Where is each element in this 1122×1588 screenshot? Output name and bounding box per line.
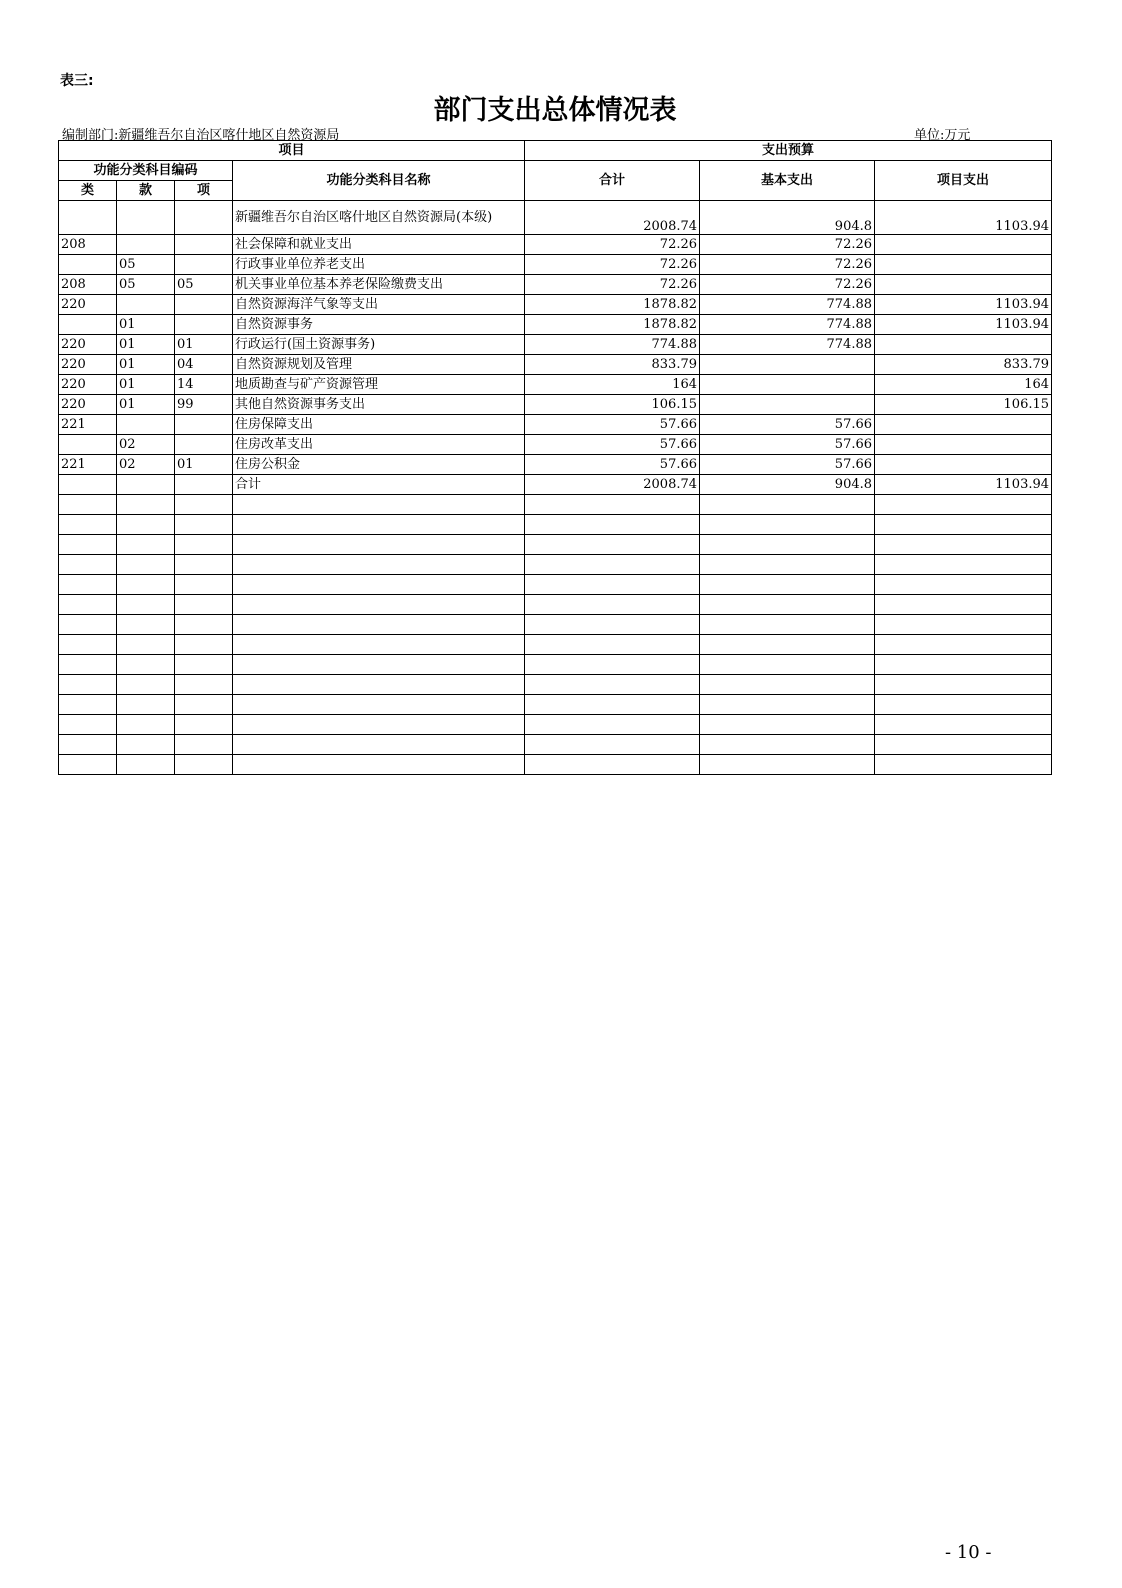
- cell-lei: 208: [59, 275, 117, 295]
- empty-cell: [525, 735, 700, 755]
- table-row: [59, 335, 1052, 355]
- empty-cell: [59, 595, 117, 615]
- empty-cell: [700, 575, 875, 595]
- cell-name: 地质勘查与矿产资源管理: [233, 375, 525, 395]
- cell-proj: 106.15: [875, 395, 1052, 415]
- header-budget: 支出预算: [525, 141, 1052, 161]
- empty-cell: [233, 635, 525, 655]
- cell-name: 自然资源事务: [233, 315, 525, 335]
- empty-cell: [875, 755, 1052, 775]
- empty-cell: [233, 615, 525, 635]
- cell-name: 住房公积金: [233, 455, 525, 475]
- cell-xiang: [175, 255, 233, 275]
- empty-row: [59, 555, 1052, 575]
- empty-cell: [117, 535, 175, 555]
- empty-cell: [117, 735, 175, 755]
- empty-cell: [59, 695, 117, 715]
- cell-total: 2008.74: [525, 475, 700, 495]
- cell-lei: 220: [59, 295, 117, 315]
- empty-cell: [175, 635, 233, 655]
- empty-cell: [117, 615, 175, 635]
- cell-xiang: 01: [175, 455, 233, 475]
- empty-cell: [175, 715, 233, 735]
- cell-xiang: [175, 415, 233, 435]
- cell-total: 2008.74: [525, 201, 700, 235]
- cell-total: 833.79: [525, 355, 700, 375]
- empty-cell: [233, 735, 525, 755]
- empty-cell: [233, 715, 525, 735]
- cell-kuan: [117, 235, 175, 255]
- header-lei: 类: [59, 181, 117, 201]
- empty-cell: [233, 535, 525, 555]
- empty-cell: [59, 635, 117, 655]
- table-row: [59, 255, 1052, 275]
- cell-xiang: [175, 201, 233, 235]
- cell-kuan: 01: [117, 355, 175, 375]
- empty-cell: [700, 615, 875, 635]
- empty-row: [59, 735, 1052, 755]
- cell-kuan: [117, 475, 175, 495]
- empty-row: [59, 595, 1052, 615]
- cell-kuan: 02: [117, 455, 175, 475]
- cell-name: 住房改革支出: [233, 435, 525, 455]
- empty-cell: [525, 555, 700, 575]
- empty-cell: [875, 515, 1052, 535]
- empty-cell: [700, 495, 875, 515]
- cell-total: 164: [525, 375, 700, 395]
- cell-lei: 220: [59, 375, 117, 395]
- cell-kuan: 05: [117, 275, 175, 295]
- empty-cell: [59, 755, 117, 775]
- empty-cell: [875, 715, 1052, 735]
- empty-cell: [233, 755, 525, 775]
- empty-cell: [700, 675, 875, 695]
- cell-xiang: [175, 475, 233, 495]
- cell-name: 住房保障支出: [233, 415, 525, 435]
- cell-name: 机关事业单位基本养老保险缴费支出: [233, 275, 525, 295]
- header-code-group: 功能分类科目编码: [59, 161, 233, 181]
- empty-row: [59, 695, 1052, 715]
- cell-basic: 57.66: [700, 415, 875, 435]
- table-row: [59, 315, 1052, 335]
- empty-cell: [700, 655, 875, 675]
- cell-name: 社会保障和就业支出: [233, 235, 525, 255]
- empty-cell: [59, 555, 117, 575]
- empty-cell: [117, 595, 175, 615]
- cell-proj: [875, 235, 1052, 255]
- cell-proj: 1103.94: [875, 315, 1052, 335]
- empty-cell: [875, 535, 1052, 555]
- empty-row: [59, 615, 1052, 635]
- empty-cell: [700, 535, 875, 555]
- empty-cell: [59, 715, 117, 735]
- cell-basic: 72.26: [700, 235, 875, 255]
- cell-basic: 774.88: [700, 295, 875, 315]
- cell-lei: [59, 315, 117, 335]
- table-row: [59, 395, 1052, 415]
- empty-cell: [175, 575, 233, 595]
- cell-xiang: 05: [175, 275, 233, 295]
- cell-proj: [875, 455, 1052, 475]
- empty-cell: [233, 495, 525, 515]
- cell-xiang: 14: [175, 375, 233, 395]
- cell-name: 自然资源海洋气象等支出: [233, 295, 525, 315]
- empty-cell: [117, 755, 175, 775]
- table-row: [59, 415, 1052, 435]
- empty-cell: [117, 555, 175, 575]
- cell-name: 新疆维吾尔自治区喀什地区自然资源局(本级): [233, 201, 525, 235]
- page-number: - 10 -: [945, 1542, 992, 1563]
- empty-cell: [525, 495, 700, 515]
- empty-cell: [875, 635, 1052, 655]
- empty-row: [59, 715, 1052, 735]
- cell-lei: [59, 201, 117, 235]
- cell-name: 行政事业单位养老支出: [233, 255, 525, 275]
- cell-proj: [875, 275, 1052, 295]
- cell-proj: [875, 415, 1052, 435]
- table-row: [59, 475, 1052, 495]
- cell-basic: 904.8: [700, 475, 875, 495]
- empty-cell: [59, 575, 117, 595]
- table-row: [59, 275, 1052, 295]
- empty-cell: [875, 615, 1052, 635]
- empty-cell: [700, 755, 875, 775]
- cell-name: 行政运行(国土资源事务): [233, 335, 525, 355]
- empty-cell: [700, 695, 875, 715]
- cell-xiang: 04: [175, 355, 233, 375]
- empty-cell: [875, 655, 1052, 675]
- empty-rows: [59, 495, 1052, 775]
- empty-row: [59, 535, 1052, 555]
- empty-cell: [700, 595, 875, 615]
- table-row: [59, 235, 1052, 255]
- cell-basic: 774.88: [700, 315, 875, 335]
- cell-total: 57.66: [525, 435, 700, 455]
- cell-total: 774.88: [525, 335, 700, 355]
- cell-name: 其他自然资源事务支出: [233, 395, 525, 415]
- table-row: [59, 375, 1052, 395]
- empty-cell: [875, 495, 1052, 515]
- empty-cell: [175, 755, 233, 775]
- empty-cell: [233, 675, 525, 695]
- cell-total: 57.66: [525, 455, 700, 475]
- empty-cell: [525, 535, 700, 555]
- cell-basic: 72.26: [700, 255, 875, 275]
- cell-xiang: 99: [175, 395, 233, 415]
- empty-cell: [700, 735, 875, 755]
- header-total: 合计: [525, 161, 700, 201]
- empty-cell: [175, 535, 233, 555]
- empty-cell: [875, 735, 1052, 755]
- empty-cell: [525, 515, 700, 535]
- empty-row: [59, 635, 1052, 655]
- header-proj: 项目支出: [875, 161, 1052, 201]
- cell-name: 自然资源规划及管理: [233, 355, 525, 375]
- cell-proj: [875, 255, 1052, 275]
- cell-kuan: [117, 295, 175, 315]
- cell-xiang: [175, 235, 233, 255]
- empty-cell: [59, 535, 117, 555]
- page-title: 部门支出总体情况表: [433, 95, 677, 126]
- empty-cell: [117, 715, 175, 735]
- empty-cell: [59, 735, 117, 755]
- cell-lei: [59, 475, 117, 495]
- table-label: 表三:: [60, 73, 94, 89]
- table-row: [59, 295, 1052, 315]
- header-kuan: 款: [117, 181, 175, 201]
- cell-kuan: 01: [117, 395, 175, 415]
- cell-lei: [59, 255, 117, 275]
- empty-cell: [525, 715, 700, 735]
- table-row: [59, 355, 1052, 375]
- cell-proj: 1103.94: [875, 201, 1052, 235]
- header-project: 项目: [59, 141, 525, 161]
- cell-kuan: 01: [117, 335, 175, 355]
- empty-cell: [233, 515, 525, 535]
- unit-label: 单位:万元: [914, 128, 971, 143]
- cell-total: 72.26: [525, 275, 700, 295]
- empty-cell: [59, 515, 117, 535]
- cell-proj: [875, 435, 1052, 455]
- empty-row: [59, 495, 1052, 515]
- empty-cell: [233, 575, 525, 595]
- cell-basic: [700, 355, 875, 375]
- empty-cell: [525, 615, 700, 635]
- compiling-department: 编制部门:新疆维吾尔自治区喀什地区自然资源局: [62, 128, 340, 143]
- empty-cell: [525, 635, 700, 655]
- empty-cell: [59, 675, 117, 695]
- cell-proj: 1103.94: [875, 295, 1052, 315]
- cell-lei: 220: [59, 335, 117, 355]
- empty-cell: [233, 555, 525, 575]
- empty-cell: [875, 595, 1052, 615]
- empty-cell: [59, 615, 117, 635]
- empty-row: [59, 515, 1052, 535]
- empty-row: [59, 575, 1052, 595]
- empty-cell: [117, 655, 175, 675]
- cell-proj: [875, 335, 1052, 355]
- empty-cell: [117, 695, 175, 715]
- header-xiang: 项: [175, 181, 233, 201]
- empty-cell: [117, 675, 175, 695]
- cell-proj: 1103.94: [875, 475, 1052, 495]
- empty-cell: [117, 495, 175, 515]
- cell-lei: 221: [59, 455, 117, 475]
- empty-cell: [700, 715, 875, 735]
- table-row: [59, 201, 1052, 235]
- cell-lei: 220: [59, 355, 117, 375]
- cell-total: 57.66: [525, 415, 700, 435]
- cell-total: 106.15: [525, 395, 700, 415]
- empty-cell: [175, 515, 233, 535]
- cell-xiang: [175, 315, 233, 335]
- cell-basic: 57.66: [700, 455, 875, 475]
- empty-row: [59, 675, 1052, 695]
- empty-row: [59, 755, 1052, 775]
- cell-kuan: [117, 201, 175, 235]
- empty-cell: [875, 695, 1052, 715]
- cell-kuan: 02: [117, 435, 175, 455]
- empty-cell: [525, 575, 700, 595]
- expenditure-table: [58, 140, 1052, 775]
- cell-basic: 904.8: [700, 201, 875, 235]
- empty-cell: [175, 555, 233, 575]
- empty-cell: [175, 655, 233, 675]
- empty-cell: [175, 695, 233, 715]
- cell-total: 1878.82: [525, 295, 700, 315]
- cell-total: 72.26: [525, 235, 700, 255]
- cell-proj: 833.79: [875, 355, 1052, 375]
- cell-lei: [59, 435, 117, 455]
- empty-cell: [175, 615, 233, 635]
- cell-basic: 72.26: [700, 275, 875, 295]
- empty-cell: [233, 595, 525, 615]
- cell-basic: 57.66: [700, 435, 875, 455]
- empty-cell: [59, 655, 117, 675]
- cell-basic: [700, 395, 875, 415]
- empty-cell: [117, 575, 175, 595]
- empty-cell: [175, 675, 233, 695]
- empty-cell: [525, 595, 700, 615]
- empty-cell: [525, 755, 700, 775]
- empty-cell: [525, 655, 700, 675]
- empty-cell: [875, 575, 1052, 595]
- cell-total: 1878.82: [525, 315, 700, 335]
- empty-cell: [700, 555, 875, 575]
- empty-cell: [117, 515, 175, 535]
- cell-kuan: [117, 415, 175, 435]
- empty-cell: [175, 595, 233, 615]
- empty-cell: [233, 695, 525, 715]
- empty-cell: [700, 515, 875, 535]
- cell-total: 72.26: [525, 255, 700, 275]
- cell-lei: 208: [59, 235, 117, 255]
- cell-xiang: [175, 435, 233, 455]
- table-row: [59, 455, 1052, 475]
- empty-cell: [700, 635, 875, 655]
- empty-cell: [117, 635, 175, 655]
- empty-cell: [875, 675, 1052, 695]
- cell-name: 合计: [233, 475, 525, 495]
- empty-cell: [875, 555, 1052, 575]
- empty-cell: [175, 735, 233, 755]
- cell-proj: 164: [875, 375, 1052, 395]
- empty-cell: [525, 695, 700, 715]
- cell-lei: 220: [59, 395, 117, 415]
- cell-xiang: [175, 295, 233, 315]
- empty-cell: [233, 655, 525, 675]
- cell-kuan: 01: [117, 375, 175, 395]
- empty-cell: [175, 495, 233, 515]
- empty-cell: [525, 675, 700, 695]
- empty-row: [59, 655, 1052, 675]
- cell-basic: 774.88: [700, 335, 875, 355]
- empty-cell: [59, 495, 117, 515]
- cell-lei: 221: [59, 415, 117, 435]
- cell-xiang: 01: [175, 335, 233, 355]
- header-name: 功能分类科目名称: [233, 161, 525, 201]
- cell-kuan: 05: [117, 255, 175, 275]
- header-basic: 基本支出: [700, 161, 875, 201]
- cell-kuan: 01: [117, 315, 175, 335]
- table-row: [59, 435, 1052, 455]
- cell-basic: [700, 375, 875, 395]
